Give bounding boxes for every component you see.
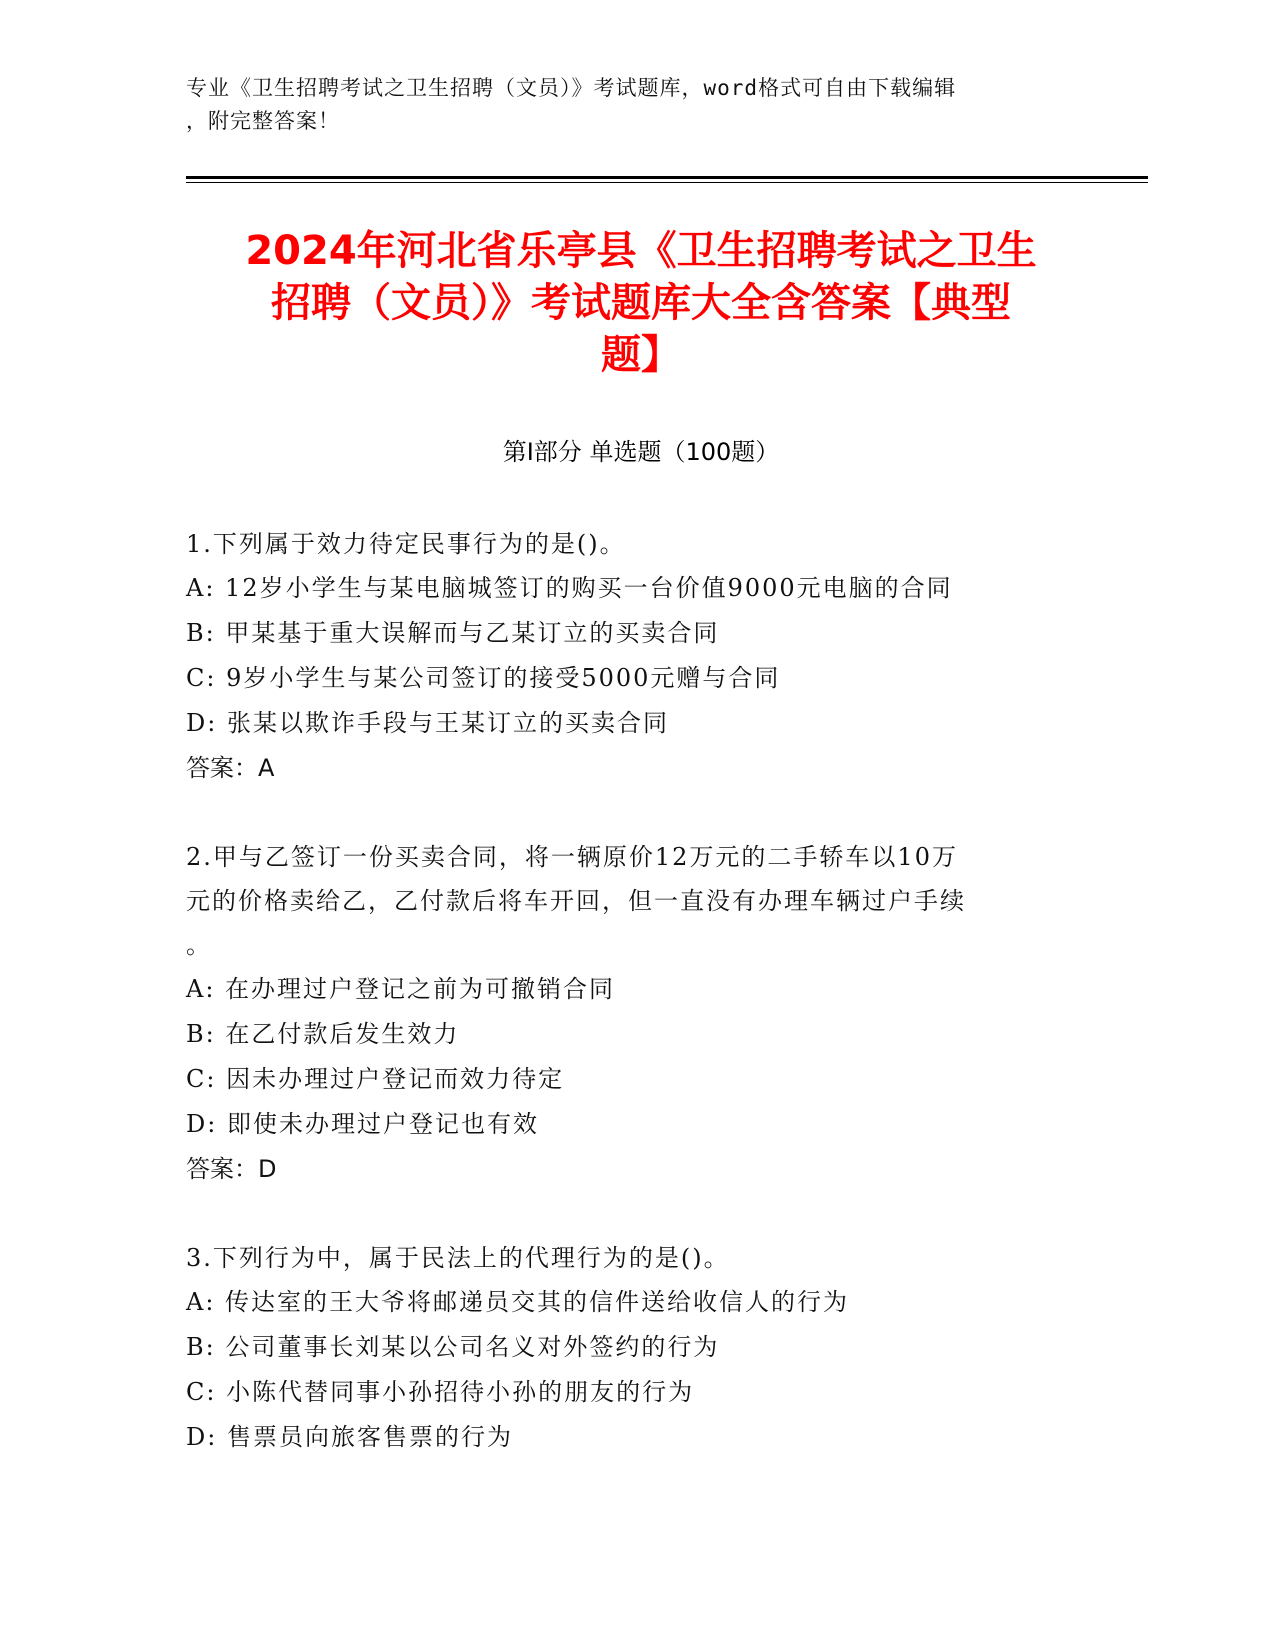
option-a: A: 传达室的王大爷将邮递员交其的信件送给收信人的行为 xyxy=(186,1288,850,1316)
option-d: D: 售票员向旅客售票的行为 xyxy=(186,1423,513,1451)
option-c: C: 9岁小学生与某公司签订的接受5000元赠与合同 xyxy=(186,664,781,692)
option-a: A: 在办理过户登记之前为可撤销合同 xyxy=(186,975,616,1003)
question-stem: 。 xyxy=(186,931,212,959)
section-heading: 第Ⅰ部分 单选题（100题） xyxy=(502,438,780,466)
question-stem: 1.下列属于效力待定民事行为的是()。 xyxy=(186,530,626,558)
question-stem: 元的价格卖给乙，乙付款后将车开回，但一直没有办理车辆过户手续 xyxy=(186,887,966,915)
title-line-1: 2024年河北省乐亭县《卫生招聘考试之卫生 xyxy=(245,228,1037,274)
title-line-3: 题】 xyxy=(601,332,681,378)
option-c: C: 因未办理过户登记而效力待定 xyxy=(186,1065,565,1093)
title-line-2: 招聘（文员）》考试题库大全含答案【典型 xyxy=(271,280,1011,326)
answer: 答案：A xyxy=(186,754,275,782)
option-b: B: 公司董事长刘某以公司名义对外签约的行为 xyxy=(186,1333,720,1361)
header-rule-thin xyxy=(186,182,1148,183)
question-3 xyxy=(186,1236,1066,1460)
option-b: B: 甲某基于重大误解而与乙某订立的买卖合同 xyxy=(186,619,720,647)
option-a: A: 12岁小学生与某电脑城签订的购买一台价值9000元电脑的合同 xyxy=(186,574,953,602)
answer: 答案：D xyxy=(186,1155,277,1183)
option-d: D: 张某以欺诈手段与王某订立的买卖合同 xyxy=(186,709,669,737)
question-2 xyxy=(186,835,1066,1192)
header-note-line-2: ，附完整答案！ xyxy=(186,109,340,133)
option-b: B: 在乙付款后发生效力 xyxy=(186,1020,460,1048)
question-stem: 2.甲与乙签订一份买卖合同，将一辆原价12万元的二手轿车以10万 xyxy=(186,843,958,871)
header-note-line-1: 专业《卫生招聘考试之卫生招聘（文员）》考试题库，word格式可自由下载编辑 xyxy=(186,76,957,100)
question-1 xyxy=(186,522,1066,791)
document-title xyxy=(186,225,1096,381)
option-d: D: 即使未办理过户登记也有效 xyxy=(186,1110,539,1138)
header-rule-thick xyxy=(186,176,1148,179)
option-c: C: 小陈代替同事小孙招待小孙的朋友的行为 xyxy=(186,1378,695,1406)
header-note xyxy=(186,72,1086,138)
question-stem: 3.下列行为中，属于民法上的代理行为的是()。 xyxy=(186,1244,730,1272)
question-list xyxy=(186,522,1066,1504)
